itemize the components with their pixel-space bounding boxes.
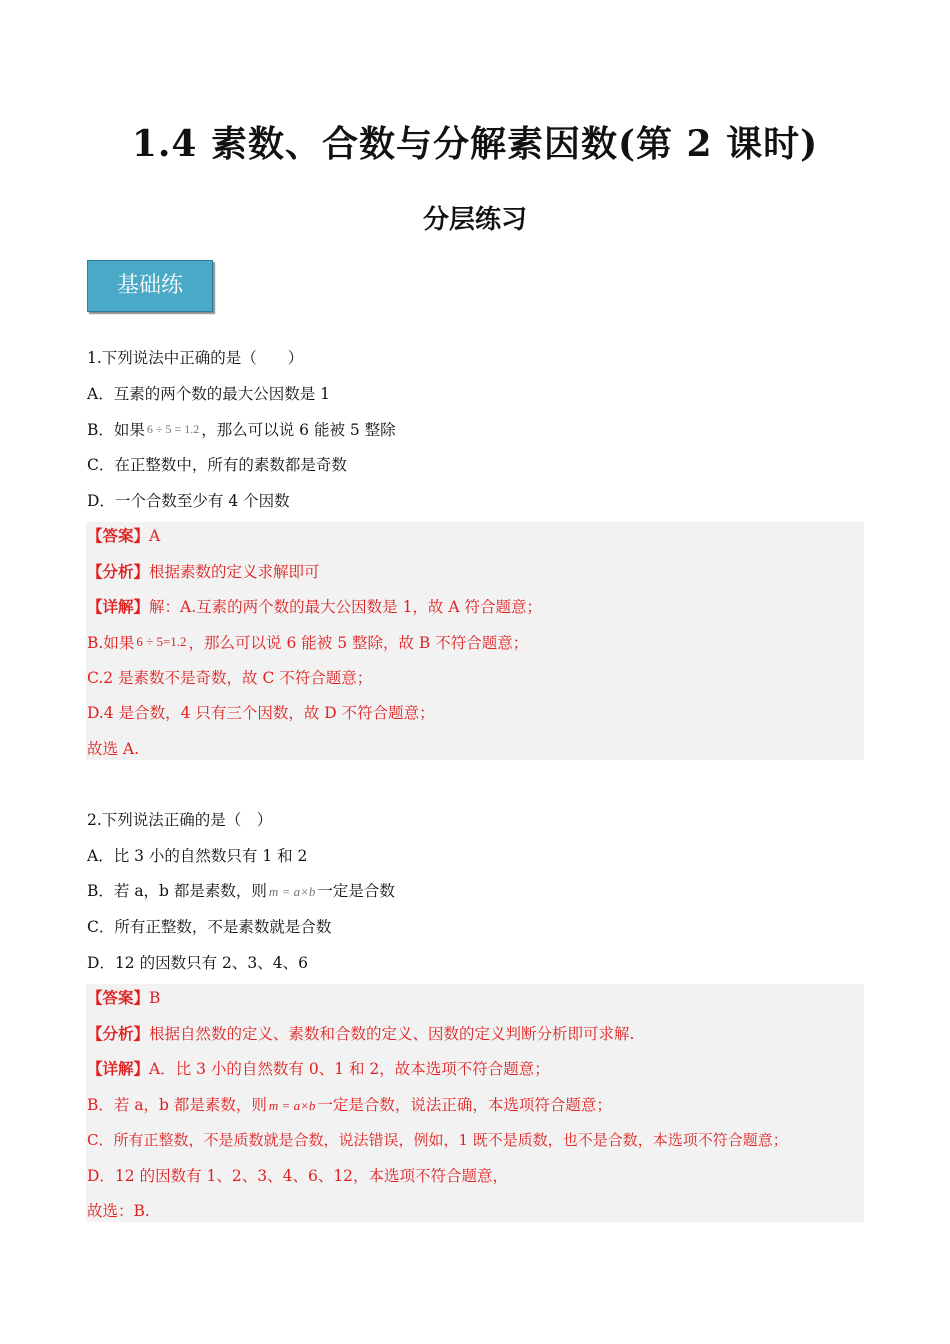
- q2-option-b-post: 一定是合数: [317, 882, 395, 900]
- q1-detail-1-text: 解：A.互素的两个数的最大公因数是 1，故 A 符合题意；: [149, 598, 542, 616]
- q1-detail-2-post: ，那么可以说 6 能被 5 整除，故 B 不符合题意；: [188, 634, 529, 652]
- q1-detail-1: [87, 597, 542, 617]
- q2-detail-2-pre: B．若 a，b 都是素数，则: [87, 1096, 267, 1114]
- q1-stem: 1.下列说法中正确的是（ ）: [87, 349, 304, 367]
- q2-detail-2: [87, 1095, 612, 1116]
- q1-conclusion: 故选 A.: [87, 740, 140, 758]
- q2-analysis: [87, 1024, 634, 1044]
- q2-option-c: C．所有正整数，不是素数就是合数: [87, 918, 332, 936]
- page-title: 1.4 素数、合数与分解素因数(第 2 课时): [131, 123, 819, 165]
- q1-detail-3: C.2 是素数不是奇数，故 C 不符合题意；: [87, 669, 373, 687]
- q1-analysis-text: 根据素数的定义求解即可: [149, 563, 320, 581]
- q2-detail-4: D．12 的因数有 1、2、3、4、6、12，本选项不符合题意，: [87, 1167, 509, 1185]
- q1-option-a: A．互素的两个数的最大公因数是 1: [87, 385, 330, 403]
- q2-detail-2-math: m = a×b: [268, 1098, 316, 1113]
- q2-option-b-math: m = a×b: [268, 884, 316, 899]
- q1-detail-2: [87, 632, 528, 653]
- q2-analysis-text: 根据自然数的定义、素数和合数的定义、因数的定义判断分析即可求解.: [149, 1025, 635, 1043]
- q2-answer-value: B: [149, 989, 161, 1007]
- q2-analysis-tag: 【分析】: [87, 1024, 150, 1043]
- q1-analysis: [87, 562, 320, 582]
- q2-conclusion: 故选：B.: [87, 1202, 150, 1220]
- q2-detail-tag: 【详解】: [87, 1059, 150, 1078]
- q1-option-d: D．一个合数至少有 4 个因数: [87, 492, 290, 510]
- section-badge: 基础练: [87, 260, 213, 312]
- q1-option-b: [87, 419, 396, 440]
- q2-option-a: A．比 3 小的自然数只有 1 和 2: [87, 847, 308, 865]
- q1-detail-2-pre: B.如果: [87, 634, 135, 652]
- q2-answer-tag: 【答案】: [87, 988, 150, 1007]
- q2-option-d: D．12 的因数只有 2、3、4、6: [87, 954, 308, 972]
- q1-detail-tag: 【详解】: [87, 597, 150, 616]
- q1-option-c: C．在正整数中，所有的素数都是奇数: [87, 456, 347, 474]
- q2-detail-3: C．所有正整数，不是质数就是合数，说法错误，例如，1 既不是质数，也不是合数，本选项不符合题意；: [87, 1131, 788, 1149]
- q1-answer-tag: 【答案】: [87, 526, 150, 545]
- q1-answer: [87, 526, 160, 546]
- q2-option-b-pre: B．若 a，b 都是素数，则: [87, 882, 267, 900]
- page-subtitle: 分层练习: [422, 205, 527, 235]
- q1-detail-2-math: 6 ÷ 5=1.2: [136, 634, 187, 649]
- q2-detail-1-text: A．比 3 小的自然数有 0、1 和 2，故本选项不符合题意；: [149, 1060, 550, 1078]
- q2-detail-2-post: 一定是合数，说法正确，本选项符合题意；: [317, 1096, 612, 1114]
- q2-stem: 2.下列说法正确的是（ ）: [87, 811, 273, 829]
- q2-answer: [87, 988, 160, 1008]
- q1-option-b-math: 6 ÷ 5 = 1.2: [146, 422, 200, 436]
- q1-detail-4: D.4 是合数，4 只有三个因数，故 D 不符合题意；: [87, 704, 435, 722]
- q1-analysis-tag: 【分析】: [87, 562, 150, 581]
- q1-answer-value: A: [149, 527, 161, 545]
- q2-detail-1: [87, 1059, 550, 1079]
- q1-option-b-post: ，那么可以说 6 能被 5 整除: [201, 421, 396, 439]
- q1-option-b-pre: B．如果: [87, 421, 145, 439]
- q2-option-b: [87, 881, 395, 902]
